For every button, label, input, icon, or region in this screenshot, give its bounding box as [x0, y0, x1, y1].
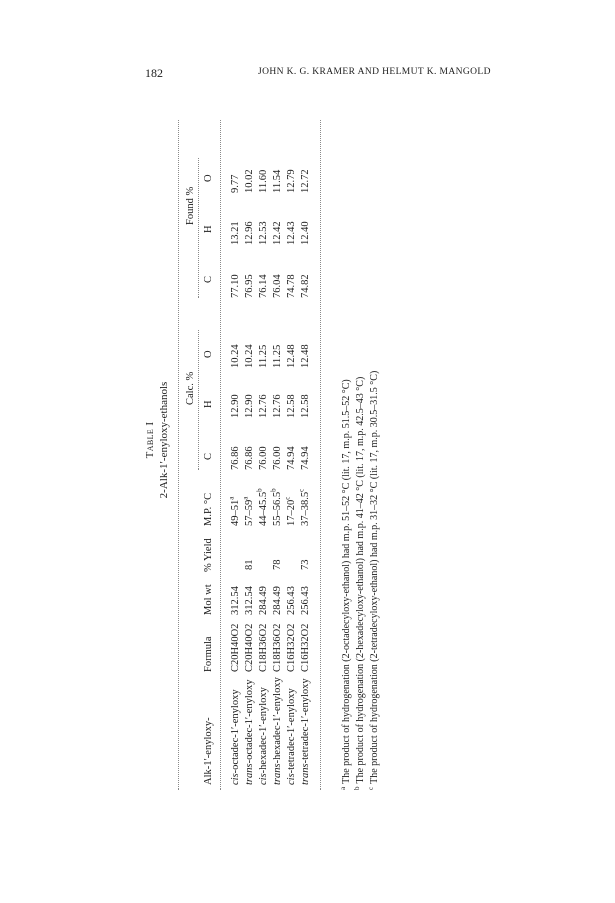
- table-number: Table I: [144, 421, 156, 459]
- table-title: 2-Alk-1′-enyloxy-ethanols: [158, 381, 170, 499]
- cell-calc-h: 12.76: [272, 394, 283, 418]
- cell-mp: [229, 497, 243, 526]
- yield-hexadec: 78: [272, 559, 283, 570]
- mp-value: 49–51: [230, 499, 241, 526]
- cell-found-h: 12.43: [286, 221, 297, 245]
- cell-mol-wt: 284.49: [272, 586, 283, 615]
- mp-value: 17–20: [286, 499, 297, 526]
- cell-found-c: 76.95: [244, 274, 255, 298]
- header-mp: M.P. °C: [203, 492, 214, 526]
- rotated-table: [140, 90, 480, 790]
- isomer-prefix: trans: [244, 763, 255, 785]
- cell-found-c: 76.04: [272, 274, 283, 298]
- found-group-header: Found %: [185, 186, 196, 225]
- calc-group-rule: [198, 330, 199, 470]
- mp-footnote-mark: a: [227, 496, 236, 500]
- compound-name: -hexadec-1′-enyloxy: [272, 677, 283, 764]
- mp-footnote-mark: b: [269, 488, 278, 492]
- bottom-rule: [320, 120, 321, 790]
- cell-found-o: 11.60: [258, 169, 269, 193]
- cell-mp: [285, 497, 299, 526]
- cell-found-o: 9.77: [230, 174, 241, 193]
- table-row-compound: [285, 688, 299, 785]
- compound-name: -octadec-1′-enyloxy: [230, 689, 241, 774]
- table-row-compound: [299, 678, 313, 785]
- cell-mp: [243, 497, 257, 526]
- header-mol-wt: Mol wt: [203, 584, 214, 615]
- cell-calc-h: 12.90: [230, 394, 241, 418]
- footnote-text: The product of hydrogenation (2-tetradecyloxy-ethanol) had m.p. 31–32 °C (lit. 17, m.p. 30.5–31.5 °C): [369, 370, 380, 784]
- footnote: [368, 371, 381, 790]
- mp-footnote-mark: a: [241, 496, 250, 500]
- cell-mp: [271, 488, 285, 526]
- header-alk: Alk-1′-enyloxy-: [203, 717, 214, 785]
- cell-found-h: 12.53: [258, 221, 269, 245]
- mp-value: 37–38.5: [300, 491, 311, 526]
- cell-calc-c: 76.00: [258, 446, 269, 470]
- isomer-prefix: cis: [286, 773, 297, 785]
- header-found-o: O: [203, 174, 214, 182]
- cell-found-o: 12.79: [286, 169, 297, 193]
- footnote: [340, 379, 353, 790]
- table-row-compound: [271, 677, 285, 785]
- compound-name: -octadec-1′-enyloxy: [244, 679, 255, 764]
- found-group-rule: [198, 158, 199, 298]
- cell-formula: C20H40O2: [230, 623, 241, 672]
- isomer-prefix: trans: [272, 763, 283, 785]
- cell-found-o: 12.72: [300, 169, 311, 193]
- header-found-c: C: [203, 275, 214, 283]
- mp-value: 55–56.5: [272, 491, 283, 526]
- cell-found-h: 12.40: [300, 221, 311, 245]
- isomer-prefix: trans: [300, 763, 311, 785]
- cell-found-o: 11.54: [272, 169, 283, 193]
- mp-footnote-mark: b: [255, 488, 264, 492]
- cell-formula: C16H32O2: [300, 623, 311, 672]
- header-calc-c: C: [203, 452, 214, 460]
- cell-calc-o: 11.25: [258, 344, 269, 368]
- cell-calc-h: 12.58: [300, 394, 311, 418]
- cell-found-h: 13.21: [230, 221, 241, 245]
- mp-value: 44–45.5: [258, 491, 269, 526]
- cell-found-h: 12.96: [244, 221, 255, 245]
- cell-calc-c: 76.86: [230, 446, 241, 470]
- cell-mol-wt: 312.54: [230, 586, 241, 615]
- footnote-mark: b: [352, 786, 361, 790]
- compound-name: -tetradec-1′-enyloxy: [300, 678, 311, 764]
- cell-formula: C18H36O2: [258, 623, 269, 672]
- footnote-text: The product of hydrogenation (2-hexadecyloxy-ethanol) had m.p. 41–42 °C (lit. 17, m.p. 42.5–43 °C): [355, 376, 366, 784]
- cell-calc-c: 74.94: [300, 446, 311, 470]
- cell-found-c: 76.14: [258, 274, 269, 298]
- yield-tetradec: 73: [300, 559, 311, 570]
- footnote-mark: a: [338, 786, 347, 790]
- running-head: JOHN K. G. KRAMER AND HELMUT K. MANGOLD: [258, 67, 491, 77]
- cell-calc-o: 10.24: [230, 344, 241, 368]
- cell-formula: C16H32O2: [286, 623, 297, 672]
- cell-found-h: 12.42: [272, 221, 283, 245]
- mp-footnote-mark: c: [297, 488, 306, 492]
- page-number: 182: [145, 66, 163, 80]
- top-rule: [178, 120, 179, 790]
- header-found-h: H: [203, 225, 214, 233]
- mp-value: 57–59: [244, 499, 255, 526]
- header-calc-o: O: [203, 350, 214, 358]
- cell-mp: [299, 489, 313, 526]
- compound-name: -hexadec-1′-enyloxy: [258, 687, 269, 774]
- cell-calc-o: 12.48: [286, 344, 297, 368]
- cell-found-c: 74.82: [300, 274, 311, 298]
- footnote: [354, 377, 367, 790]
- cell-calc-o: 11.25: [272, 344, 283, 368]
- cell-calc-h: 12.90: [244, 394, 255, 418]
- cell-calc-h: 12.58: [286, 394, 297, 418]
- table-row-compound: [257, 687, 271, 785]
- cell-formula: C18H36O2: [272, 623, 283, 672]
- compound-name: -tetradec-1′-enyloxy: [286, 688, 297, 774]
- footnote-text: The product of hydrogenation (2-octadecyloxy-ethanol) had m.p. 51–52 °C (lit. 17, m.p. 51.5–52 °C): [341, 379, 352, 784]
- calc-group-header: Calc. %: [185, 371, 196, 405]
- cell-calc-c: 76.86: [244, 446, 255, 470]
- yield-octadec: 81: [244, 559, 255, 570]
- table-row-compound: [229, 689, 243, 785]
- isomer-prefix: cis: [258, 773, 269, 785]
- cell-formula: C20H40O2: [244, 623, 255, 672]
- cell-found-c: 74.78: [286, 274, 297, 298]
- cell-mol-wt: 284.49: [258, 586, 269, 615]
- cell-mp: [257, 488, 271, 526]
- table-row-compound: [243, 679, 257, 785]
- isomer-prefix: cis: [230, 773, 241, 785]
- cell-calc-h: 12.76: [258, 394, 269, 418]
- cell-calc-o: 10.24: [244, 344, 255, 368]
- header-calc-h: H: [203, 400, 214, 408]
- header-rule: [220, 120, 221, 790]
- cell-calc-c: 76.00: [272, 446, 283, 470]
- cell-mol-wt: 312.54: [244, 586, 255, 615]
- footnote-mark: c: [366, 786, 375, 790]
- cell-mol-wt: 256.43: [300, 586, 311, 615]
- cell-mol-wt: 256.43: [286, 586, 297, 615]
- cell-found-o: 10.02: [244, 169, 255, 193]
- cell-calc-c: 74.94: [286, 446, 297, 470]
- header-formula: Formula: [203, 636, 214, 672]
- header-yield: % Yield: [203, 538, 214, 572]
- mp-footnote-mark: c: [283, 496, 292, 500]
- cell-calc-o: 12.48: [300, 344, 311, 368]
- cell-found-c: 77.10: [230, 274, 241, 298]
